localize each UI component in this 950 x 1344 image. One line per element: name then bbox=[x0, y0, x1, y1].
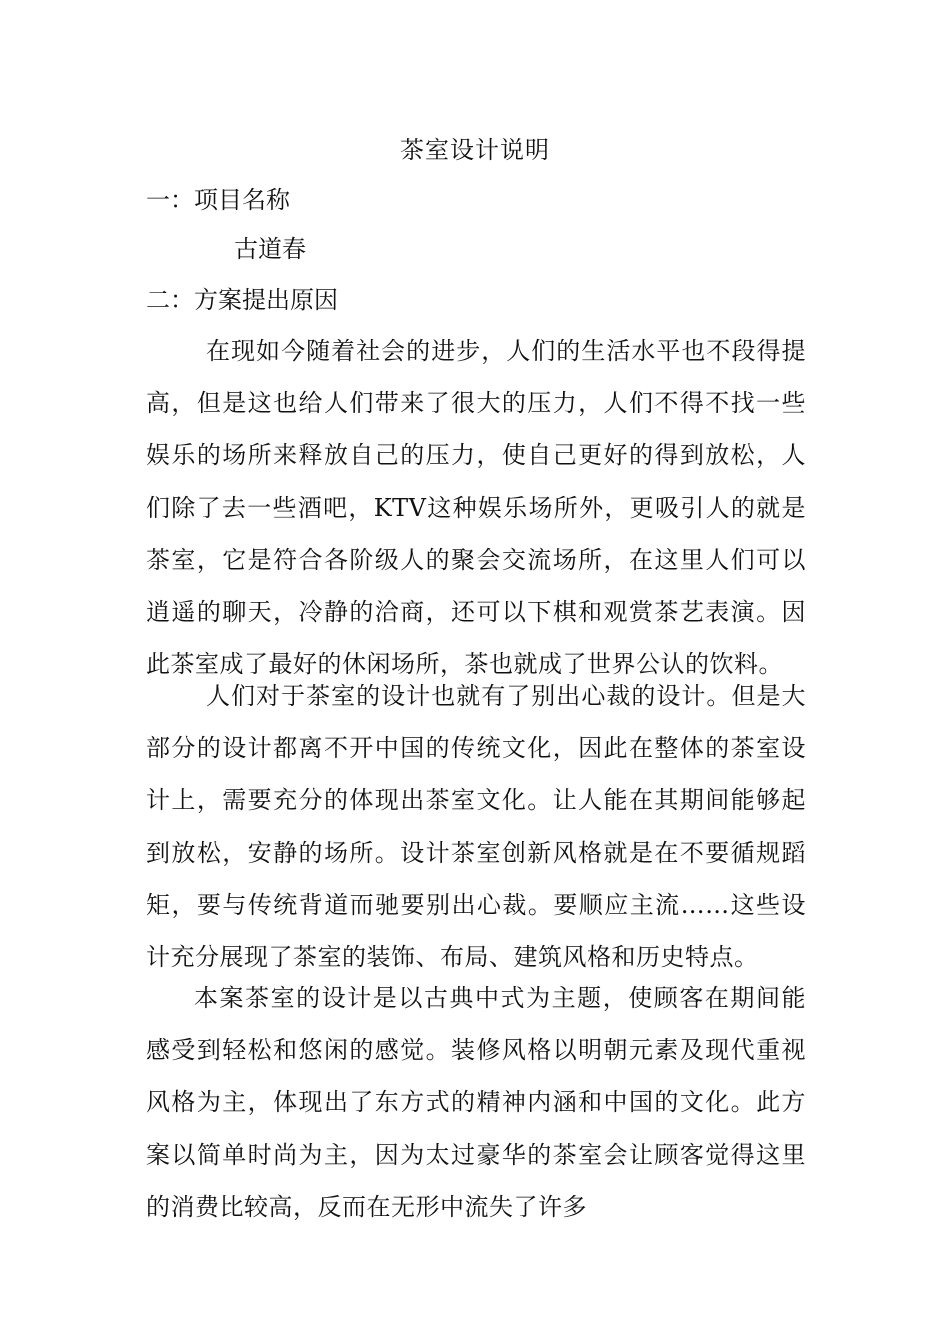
paragraph: 本案茶室的设计是以古典中式为主题，使顾客在期间能感受到轻松和悠闲的感觉。装修风格以明朝元素及现代重视风格为主，体现出了东方式的精神内涵和中国的文化。此方案以简单时尚为主，因为太过豪华的茶室会让顾客觉得这里的消费比较高，反而在无形中流失了许多 bbox=[146, 984, 806, 1221]
section-heading-project-name: 一：项目名称 bbox=[146, 186, 290, 214]
paragraph: 人们对于茶室的设计也就有了别出心裁的设计。但是大部分的设计都离不开中国的传统文化，因此在整体的茶室设计上，需要充分的体现出茶室文化。让人能在其期间能够起到放松，安静的场所。设计茶室创新风格就是在不要循规蹈矩，要与传统背道而驰要别出心裁。要顺应主流……这些设计充分展现了茶室的装饰、布局、建筑风格和历史特点。 bbox=[146, 682, 806, 972]
paragraph: 在现如今随着社会的进步，人们的生活水平也不段得提高，但是这也给人们带来了很大的压力，人们不得不找一些娱乐的场所来释放自己的压力，使自己更好的得到放松，人们除了去一些酒吧，KTV这种娱乐场所外，更吸引人的就是茶室，它是符合各阶级人的聚会交流场所，在这里人们可以逍遥的聊天，冷静的洽商，还可以下棋和观赏茶艺表演。因此茶室成了最好的休闲场所，茶也就成了世界公认的饮料。 bbox=[146, 337, 806, 679]
document-title: 茶室设计说明 bbox=[400, 136, 550, 164]
section-heading-reason: 二：方案提出原因 bbox=[146, 286, 338, 314]
project-name: 古道春 bbox=[234, 235, 306, 263]
